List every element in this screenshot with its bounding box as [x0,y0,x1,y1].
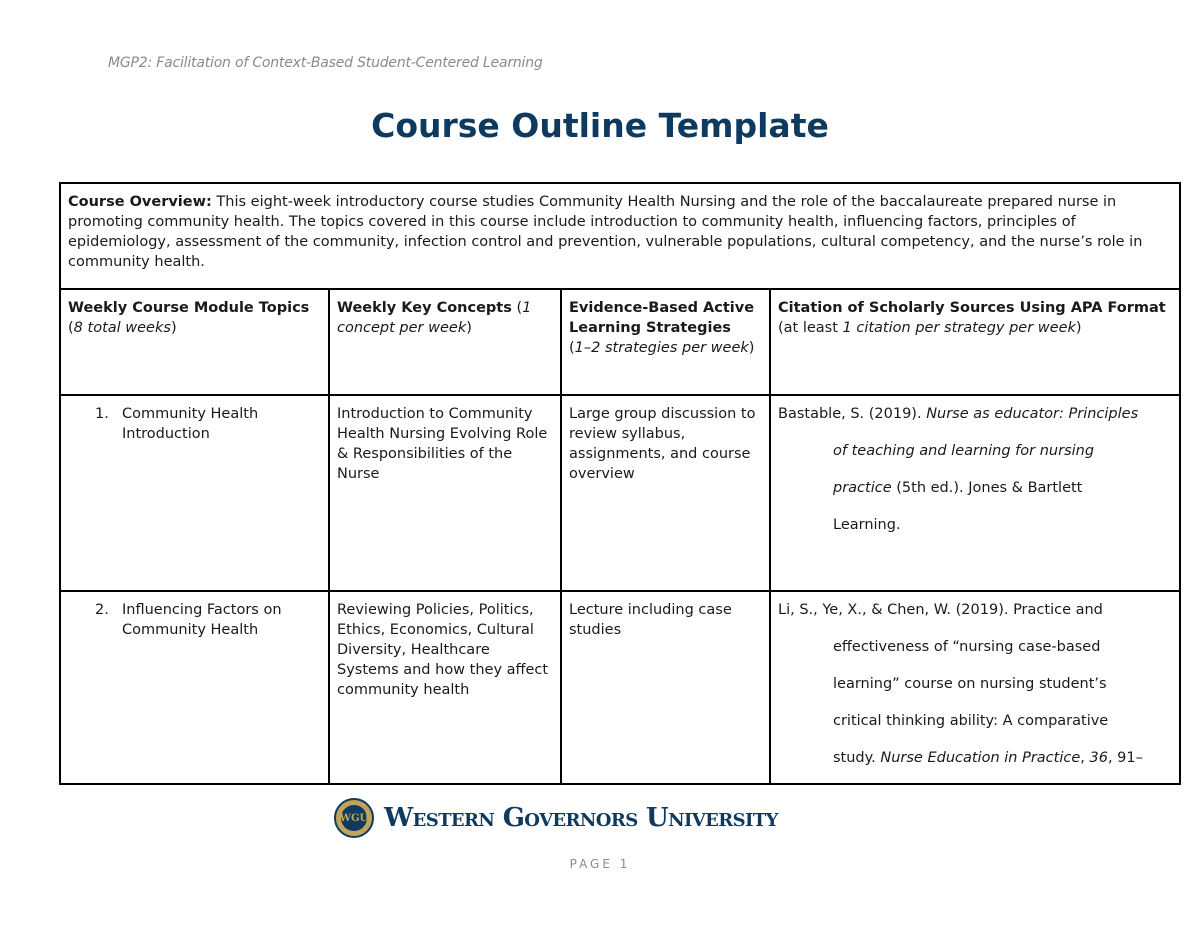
header-topics-pre: ( [68,320,74,336]
header-citations-italic: 1 citation per strategy per week [842,320,1076,336]
citation-part: Learning. [833,517,901,533]
citation-part: Li, S., Ye, X., & Chen, W. (2019). Practice and [778,602,1103,618]
header-strategies [561,289,770,395]
topic-cell [60,591,329,784]
header-concepts-italic: 1 concept per week [337,300,532,336]
strategy-text: Lecture including case studies [569,602,732,638]
header-citations-pre: (at least [778,320,843,336]
header-concepts-pre: ( [511,300,523,316]
citation-part: critical thinking ability: A comparative [833,713,1109,729]
header-concepts-bold: Weekly Key Concepts [337,300,512,316]
running-header: MGP2: Facilitation of Context-Based Student-Centered Learning [108,55,543,71]
citation-part: Nurse Education in Practice [880,750,1081,766]
concept-text: Reviewing Policies, Politics, Ethics, Economics, Cultural Diversity, Healthcare Systems and how they affect community health [337,602,549,698]
concept-text: Introduction to Community Health Nursing Evolving Role & Responsibilities of the Nurse [337,406,548,482]
citation-part: of teaching and learning for nursing [833,443,1095,459]
citation-part: , [1080,750,1090,766]
header-concepts-post: ) [466,320,472,336]
page-title: Course Outline Template [371,106,829,145]
topic-number: 2. [95,602,109,618]
citation-part: (5th ed.). Jones & Bartlett [891,480,1083,496]
header-strategies-post: ) [748,340,755,356]
concept-cell [329,591,561,784]
topic-number: 1. [95,406,109,422]
citation-part: effectiveness of “nursing case-based [833,639,1101,655]
wgu-seal-icon [334,798,374,838]
citation-text [778,396,1172,544]
citation-part: , 91– [1107,750,1143,766]
citation-text [778,592,1172,777]
citation-part: practice [833,480,892,496]
wgu-wordmark: Western Governors University [384,803,778,833]
strategy-text: Large group discussion to review syllabus, assignments, and course overview [569,406,756,482]
header-strategies-italic: 1–2 strategies per week [574,340,749,356]
overview-label: Course Overview: [68,194,212,210]
citation-part: Nurse as educator: Principles [926,406,1139,422]
citation-part: Bastable, S. (2019). [778,406,927,422]
topic-cell [60,395,329,591]
course-outline-table [59,182,1181,785]
table-row [60,395,1180,591]
header-citations-post: ) [1075,320,1082,336]
header-topics-post: ) [170,320,177,336]
topic-text: Influencing Factors on Community Health [122,602,282,638]
citation-part: learning” course on nursing student’s [833,676,1107,692]
page-number: PAGE 1 [569,857,631,871]
table-row [60,591,1180,784]
citation-part: 36 [1089,750,1108,766]
citation-cell [770,591,1180,784]
strategy-cell [561,395,770,591]
header-citations [770,289,1180,395]
course-overview-cell [60,183,1180,289]
concept-cell [329,395,561,591]
citation-part: study. [833,750,881,766]
header-strategies-pre: ( [569,340,575,356]
citation-cell [770,395,1180,591]
wgu-seal-monogram: WGU [341,805,367,831]
header-concepts [329,289,561,395]
strategy-cell [561,591,770,784]
header-strategies-bold: Evidence-Based Active Learning Strategies [569,300,755,336]
table-header-row [60,289,1180,395]
header-citations-bold: Citation of Scholarly Sources Using APA Format [778,300,1166,316]
wgu-logo [334,796,778,840]
overview-text: This eight-week introductory course studies Community Health Nursing and the role of the baccalaureate prepared nurse in promoting community health. The topics covered in this course include introduction to community health, influencing factors, principles of epidemiology, assessment of the community, infection control and prevention, vulnerable populations, cultural competency, and the nurse’s role in community health. [68,194,1143,270]
header-topics [60,289,329,395]
topic-text: Community Health Introduction [122,406,259,442]
header-topics-bold: Weekly Course Module Topics [68,300,310,316]
header-topics-italic: 8 total weeks [73,320,171,336]
